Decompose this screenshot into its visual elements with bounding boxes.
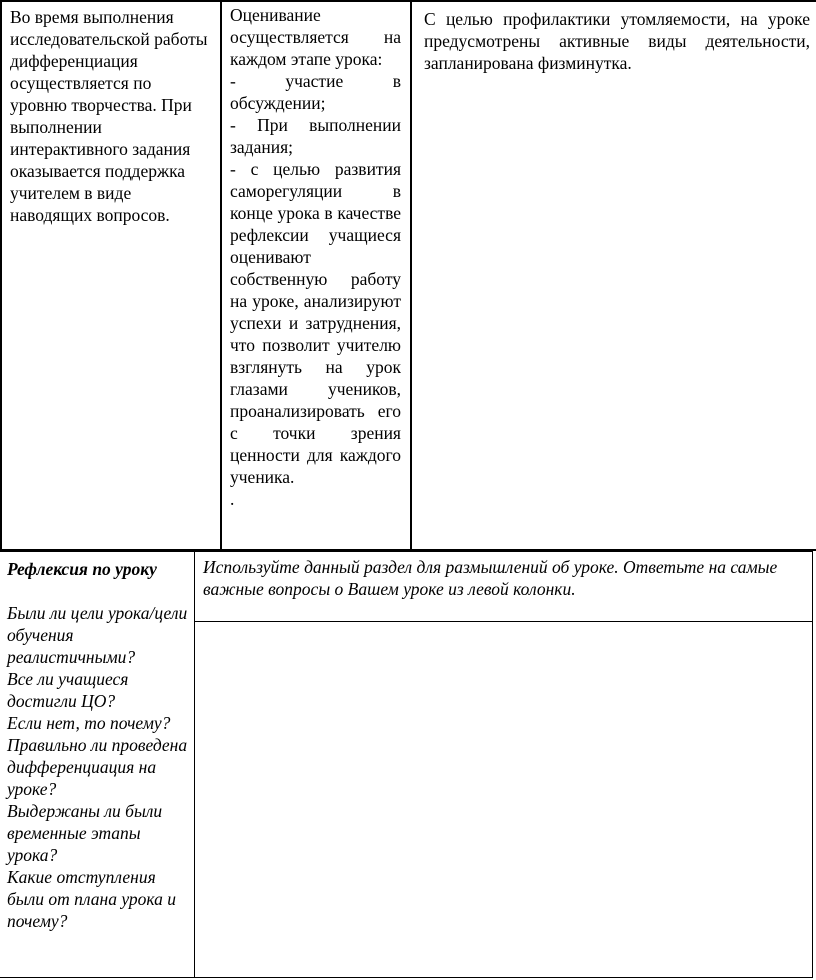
reflection-instruction: Используйте данный раздел для размышлений об уроке. Ответьте на самые важные вопросы о Вашем уроке из левой колонки. — [203, 557, 778, 599]
reflection-question: Выдержаны ли были временные этапы урока? — [7, 801, 163, 865]
reflection-questions — [0, 552, 194, 932]
differentiation-cell — [1, 1, 221, 550]
reflection-answer[interactable] — [195, 622, 812, 626]
assessment-line: Оценивание осуществляется на каждом этапе урока: — [230, 5, 401, 69]
reflection-question: Все ли учащиеся достигли ЦО? — [7, 669, 129, 711]
table-row — [1, 1, 816, 550]
reflection-question: Какие отступления были от плана урока и почему? — [7, 867, 176, 931]
reflection-questions-cell — [0, 552, 195, 978]
reflection-title: Рефлексия по уроку — [7, 559, 157, 579]
reflection-question: Если нет, то почему? — [7, 713, 171, 733]
assessment-cell — [221, 1, 411, 550]
assessment-line: - При выполнении задания; — [230, 115, 401, 157]
assessment-line: . — [230, 489, 235, 509]
reflection-table — [0, 551, 813, 978]
health-safety-cell — [411, 1, 816, 550]
reflection-question: Правильно ли проведена дифференциация на уроке? — [7, 735, 188, 799]
table-row — [0, 552, 813, 622]
assessment-line: - с целью развития саморегуляции в конце урока в качестве рефлексии учащиеся оценивают собственную работу на уроке, анализируют успехи и затруднения, что позволит учителю взглянуть на урок глазами учеников, проанализировать его с точки зрения ценности для каждого ученика. — [230, 159, 401, 487]
assessment-text — [222, 2, 410, 510]
reflection-answer-cell[interactable] — [195, 622, 813, 978]
reflection-instruction-cell — [195, 552, 813, 622]
differentiation-text: Во время выполнения исследовательской работы дифференциация осуществляется по уровню творчества. При выполнении интерактивного задания оказывается поддержка учителем в виде наводящих вопросов. — [10, 7, 208, 225]
assessment-line: - участие в обсуждении; — [230, 71, 401, 113]
health-safety-text: С целью профилактики утомляемости, на уроке предусмотрены активные виды деятельности, запланирована физминутка. — [424, 9, 810, 73]
reflection-question: Были ли цели урока/цели обучения реалистичными? — [7, 603, 188, 667]
